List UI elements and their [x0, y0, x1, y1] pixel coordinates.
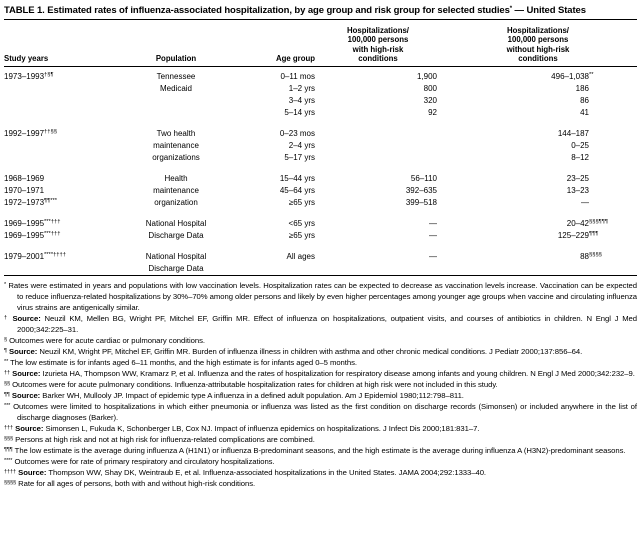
high-risk-rate-cell: — — [429, 252, 437, 262]
footnote-text: Simonsen L, Fukuda K, Schonberger LB, Cox NJ. Impact of influenza epidemics on hospitalizations. J Infect Dis 2000;181:831–7. — [45, 424, 480, 434]
study-years-cell — [4, 107, 120, 119]
footnote-marker: †††† — [4, 468, 17, 475]
footnote-ref: ****†††† — [44, 252, 66, 259]
footnote-marker: ¶¶¶ — [4, 446, 13, 453]
population-cell: Medicaid — [159, 84, 192, 94]
footnote — [4, 390, 637, 401]
table-title-text: TABLE 1. Estimated rates of influenza-associated hospitalization, by age group and risk group for selected studies — [4, 5, 510, 16]
study-years-cell — [4, 140, 120, 152]
rate-value: 41 — [580, 108, 589, 118]
age-group-header: Age group — [232, 20, 317, 67]
footnote — [4, 357, 637, 368]
without-high-risk-rate-cell — [439, 263, 637, 276]
table-row — [4, 140, 637, 152]
footnote — [4, 423, 637, 434]
footnote-marker: ††† — [4, 424, 14, 431]
population-cell: maintenance — [153, 186, 199, 196]
rate-value: — — [581, 198, 589, 208]
footnote-text: Outcomes were limited to hospitalizations in which either pneumonia or influenza was listed as the first condition on discharge records (Simonsen) or included anywhere in the list of discharge diagnoses (Barker). — [13, 402, 637, 423]
age-group-cell: 1–2 yrs — [288, 84, 315, 94]
study-years-cell — [4, 67, 120, 84]
footnote-marker: * — [4, 281, 7, 288]
table-row — [4, 173, 637, 185]
population-cell — [120, 95, 232, 107]
rate-value: 0–25 — [571, 141, 589, 151]
without-high-risk-rate-cell: 125–229¶¶¶ — [557, 231, 599, 241]
footnote-source-label: Source: — [15, 424, 44, 434]
footnote-marker: ¶¶ — [4, 391, 10, 398]
footnote-marker: §§ — [4, 380, 11, 387]
footnote-text: The low estimate is the average during influenza A (H1N1) or influenza B-predominant seasons, and the high estimate is the average during influenza A (H3N2)-predominant seasons. — [14, 446, 626, 456]
table-row — [4, 128, 637, 140]
rate-value: 20–42 — [566, 219, 589, 229]
footnote-text: Outcomes were for acute cardiac or pulmonary conditions. — [9, 336, 205, 346]
age-group-cell: ≥65 yrs — [288, 198, 315, 208]
study-years-value: 1992–1997 — [4, 129, 45, 139]
without-high-risk-header-line: Hospitalizations/ — [507, 26, 569, 35]
rate-value: 496–1,038 — [551, 72, 589, 82]
study-years-cell — [4, 128, 120, 140]
footnote — [4, 401, 637, 423]
table-row — [4, 251, 637, 263]
footnote-marker: §§§ — [4, 435, 14, 442]
high-risk-rate-cell: 56–110 — [410, 174, 437, 184]
study-years-cell — [4, 197, 120, 209]
footnote-text: Rate for all ages of persons, both with and without high-risk conditions. — [18, 479, 256, 489]
table-row — [4, 263, 637, 276]
study-years-value: 1973–1993 — [4, 72, 45, 82]
footnote — [4, 478, 637, 489]
population-cell: maintenance — [153, 141, 199, 151]
table-row — [4, 185, 637, 197]
footnote — [4, 335, 637, 346]
table-title — [4, 5, 637, 20]
high-risk-header — [317, 20, 439, 67]
population-cell: Tennessee — [156, 72, 196, 82]
footnote-marker: § — [4, 336, 8, 343]
study-years-value: 1970–1971 — [4, 186, 45, 196]
footnote-text: Outcomes were for acute pulmonary conditions. Influenza-attributable hospitalization rates for children at high risk were not included in this study. — [12, 380, 498, 390]
footnote-text: Rates were estimated in years and populations with low vaccination levels. Hospitalization rates can be expected to decrease as vaccination levels increase. Vaccination can be expected to reduce influenza-related hospitalizations by 30%–70% among older persons and likely by even higher percentages among younger age groups when vaccine and circulating influenza virus strains are antigenically similar. — [8, 281, 637, 313]
group-spacer — [4, 119, 637, 128]
population-cell: organizations — [152, 153, 200, 163]
footnote-text: Izurieta HA, Thompson WW, Kramarz P, et al. Influenza and the rates of hospitalization for respiratory disease among infants and young children. N Engl J Med 2000;342:232–9. — [42, 369, 635, 379]
high-risk-rate-cell — [317, 263, 439, 276]
high-risk-rate-cell — [317, 128, 439, 140]
without-high-risk-header-line: without high-risk — [506, 44, 570, 54]
without-high-risk-rate-cell — [439, 83, 637, 95]
footnotes-section — [4, 280, 637, 489]
study-years-value: 1969–1995 — [4, 219, 45, 229]
footnote-text: Barker WH, Mullooly JP. Impact of epidemic type A influenza in a defined adult population. Am J Epidemiol 1980;112:798–811. — [42, 391, 464, 401]
age-group-cell: All ages — [286, 252, 315, 262]
footnote-ref: ***††† — [44, 231, 61, 238]
rate-value: 8–12 — [571, 153, 589, 163]
without-high-risk-rate-cell — [439, 140, 637, 152]
footnote-ref: ††§§ — [44, 129, 57, 136]
high-risk-rate-cell: 320 — [423, 96, 437, 106]
footnote — [4, 456, 637, 467]
table-row — [4, 83, 637, 95]
rate-value: 13–23 — [566, 186, 589, 196]
footnote — [4, 368, 637, 379]
footnote-ref: †§¶ — [44, 72, 54, 79]
table-row — [4, 152, 637, 164]
without-high-risk-rate-cell — [439, 173, 637, 185]
rate-value: 86 — [580, 96, 589, 106]
footnote-ref: ¶¶*** — [44, 198, 58, 205]
footnote-marker: **** — [4, 457, 13, 464]
footnote-marker: ** — [4, 358, 9, 365]
without-high-risk-rate-cell — [439, 197, 637, 209]
without-high-risk-header-line: 100,000 persons — [507, 35, 569, 45]
footnote — [4, 445, 637, 456]
high-risk-header-line: 100,000 persons — [347, 35, 409, 45]
population-cell: organization — [154, 198, 198, 208]
without-high-risk-rate-cell — [439, 185, 637, 197]
age-group-cell: <65 yrs — [288, 219, 315, 229]
footnote — [4, 346, 637, 357]
study-years-cell — [4, 83, 120, 95]
table-row — [4, 230, 637, 242]
group-spacer — [4, 242, 637, 251]
footnote-text: Neuzil KM, Mellen BG, Wright PF, Mitchel EF, Griffin MR. Effect of influenza on hospitalizations, outpatient visits, and courses of antibiotics in children. N Engl J Med 2000;342:225–31. — [17, 314, 638, 335]
footnote-source-label: Source: — [12, 314, 41, 324]
footnote-marker: † — [4, 314, 9, 321]
study-years-cell — [4, 95, 120, 107]
footnote-source-label: Source: — [11, 391, 41, 401]
high-risk-rate-cell: 1,900 — [416, 72, 437, 82]
table-row — [4, 107, 637, 119]
study-years-cell — [4, 218, 120, 230]
footnote-text: Neuzil KM, Wright PF, Mitchel EF, Griffin MR. Burden of influenza illness in children with asthma and other chronic medical conditions. J Pediatr 2000;137:856–64. — [39, 347, 583, 357]
table-row — [4, 95, 637, 107]
footnote — [4, 434, 637, 445]
high-risk-rate-cell — [317, 152, 439, 164]
footnote-source-label: Source: — [9, 347, 38, 357]
population-cell: Discharge Data — [148, 264, 204, 274]
footnote-marker: §§§§ — [4, 479, 17, 486]
age-group-cell: 15–44 yrs — [279, 174, 315, 184]
without-high-risk-rate-cell — [439, 128, 637, 140]
without-high-risk-header — [439, 20, 637, 67]
footnote — [4, 280, 637, 313]
population-cell: Discharge Data — [148, 231, 204, 241]
population-cell: National Hospital — [145, 252, 207, 262]
footnote — [4, 379, 637, 390]
age-group-cell: 0–11 mos — [280, 72, 315, 82]
population-header: Population — [120, 20, 232, 67]
table-row — [4, 197, 637, 209]
without-high-risk-rate-cell — [439, 107, 637, 119]
age-group-cell: 5–14 yrs — [284, 108, 315, 118]
rate-value: 144–187 — [557, 129, 589, 139]
high-risk-rate-cell: 800 — [423, 84, 437, 94]
footnote-text: Outcomes were for rate of primary respiratory and circulatory hospitalizations. — [14, 457, 275, 467]
table-title-suffix: — United States — [512, 5, 586, 16]
hospitalization-rates-table — [4, 20, 637, 276]
footnote — [4, 313, 637, 335]
footnote-marker: *** — [4, 402, 11, 409]
header-row — [4, 20, 637, 67]
rate-value: 88 — [580, 252, 589, 262]
study-years-value: 1972–1973 — [4, 198, 45, 208]
high-risk-rate-cell — [317, 140, 439, 152]
study-years-cell — [4, 263, 120, 276]
without-high-risk-rate-cell: 88§§§§ — [580, 252, 602, 262]
table-row — [4, 218, 637, 230]
study-years-cell — [4, 251, 120, 263]
without-high-risk-rate-cell: 20–42§§§¶¶¶ — [566, 219, 609, 229]
high-risk-header-line: with high-risk — [352, 44, 404, 54]
high-risk-header-line: conditions — [358, 53, 398, 63]
study-years-cell — [4, 185, 120, 197]
high-risk-rate-cell: 399–518 — [405, 198, 437, 208]
table-row — [4, 67, 637, 84]
high-risk-rate-cell: 92 — [428, 108, 437, 118]
study-years-header: Study years — [4, 20, 120, 67]
age-group-cell: 5–17 yrs — [284, 153, 315, 163]
footnote-source-label: Source: — [18, 468, 47, 478]
footnote-text: The low estimate is for infants aged 6–11 months, and the high estimate is for infants aged 0–5 months. — [10, 358, 357, 368]
footnote-ref: ***††† — [44, 219, 61, 226]
population-cell: National Hospital — [145, 219, 207, 229]
group-spacer — [4, 164, 637, 173]
age-group-cell: 45–64 yrs — [279, 186, 315, 196]
group-spacer — [4, 209, 637, 218]
title-asterisk-marker: * — [509, 6, 512, 12]
footnote — [4, 467, 637, 478]
age-group-cell: 2–4 yrs — [288, 141, 315, 151]
footnote-text: Persons at high risk and not at high risk for influenza-related complications are combined. — [15, 435, 315, 445]
without-high-risk-rate-cell — [439, 152, 637, 164]
high-risk-rate-cell: 392–635 — [405, 186, 437, 196]
high-risk-rate-cell: — — [429, 219, 437, 229]
rate-value: 23–25 — [566, 174, 589, 184]
population-cell: Two health — [156, 129, 196, 139]
study-years-cell — [4, 230, 120, 242]
rate-value: 125–229 — [557, 231, 589, 241]
population-cell: Health — [164, 174, 188, 184]
study-years-cell — [4, 152, 120, 164]
footnote-marker: †† — [4, 369, 11, 376]
study-years-value: 1979–2001 — [4, 252, 45, 262]
age-group-cell: 0–23 mos — [279, 129, 315, 139]
footnote-text: Thompson WW, Shay DK, Weintraub E, et al. Influenza-associated hospitalizations in the United States. JAMA 2004;292:1333–40. — [48, 468, 487, 478]
footnote-marker: ¶ — [4, 347, 7, 354]
high-risk-rate-cell: — — [429, 231, 437, 241]
study-years-value: 1969–1995 — [4, 231, 45, 241]
high-risk-header-line: Hospitalizations/ — [347, 26, 409, 35]
age-group-cell: ≥65 yrs — [288, 231, 315, 241]
footnote-source-label: Source: — [12, 369, 41, 379]
age-group-cell: 3–4 yrs — [288, 96, 315, 106]
rate-value: 186 — [575, 84, 589, 94]
without-high-risk-rate-cell: 496–1,038** — [551, 72, 594, 82]
age-group-cell — [232, 263, 317, 276]
population-cell — [120, 107, 232, 119]
without-high-risk-header-line: conditions — [518, 53, 558, 63]
without-high-risk-rate-cell — [439, 95, 637, 107]
study-years-value: 1968–1969 — [4, 174, 45, 184]
study-years-cell — [4, 173, 120, 185]
